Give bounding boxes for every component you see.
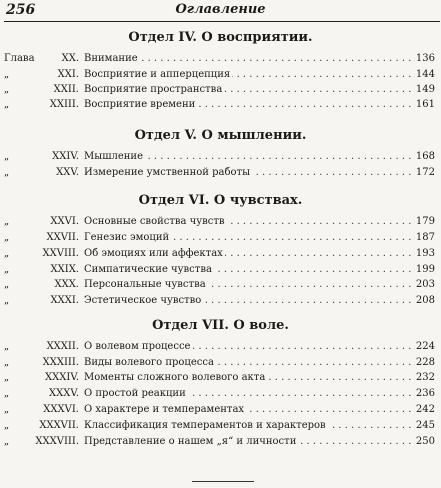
page-reference: 199 [415,264,435,275]
page-reference: 245 [415,420,435,431]
chapter-title: Моменты сложного волевого акта [84,372,266,383]
entry-prefix: „ [4,436,10,447]
toc-entry [0,371,441,385]
chapter-number: XXXIII. [42,357,79,368]
entry-prefix: „ [4,232,10,243]
toc-entry [0,419,441,433]
page-number: 256 [6,2,36,18]
page-reference: 228 [415,357,435,368]
chapter-title: Восприятие пространства [84,84,223,95]
running-title: Оглавление [175,2,266,17]
dot-leader [84,150,413,164]
dot-leader [84,166,413,180]
dot-leader [84,278,413,292]
chapter-number: XXV. [56,167,79,178]
page-reference: 250 [415,436,435,447]
toc-entry [0,435,441,449]
entry-prefix: „ [4,341,10,352]
chapter-title: Измерение умственной работы [84,167,251,178]
toc-entry [0,68,441,82]
dot-leader [84,294,413,308]
dot-leader [84,52,413,66]
chapter-title: О характере и темпераментах [84,404,245,415]
chapter-title: Классификация темпераментов и характеров [84,420,326,431]
section-heading: Отдел VI. О чувствах. [138,193,303,208]
chapter-number: XXXII. [46,341,79,352]
chapter-number: XX. [61,53,79,64]
page-reference: 172 [415,167,435,178]
entry-prefix: „ [4,84,10,95]
toc-entry [0,387,441,401]
dot-leader [84,387,413,401]
toc-entry [0,294,441,308]
page-reference: 168 [415,151,435,162]
chapter-title: Восприятие времени [84,99,196,110]
chapter-title: Основные свойства чувств [84,216,225,227]
page-reference: 236 [415,388,435,399]
chapter-title: Симпатические чувства [84,264,212,275]
entry-prefix: „ [4,420,10,431]
chapter-number: XXXVIII. [35,436,79,447]
page-reference: 144 [415,69,435,80]
dot-leader [84,403,413,417]
entry-prefix: „ [4,248,10,259]
chapter-title: Представление о нашем „я“ и личности [84,436,297,447]
entry-prefix: „ [4,264,10,275]
chapter-title: Генезис эмоций [84,232,170,243]
chapter-number: XXXVII. [39,420,79,431]
page-reference: 179 [415,216,435,227]
chapter-number: XXVIII. [42,248,79,259]
dot-leader [84,340,413,354]
chapter-number: XXXI. [50,295,79,306]
chapter-title: Внимание [84,53,138,64]
chapter-title: Восприятие и апперцепция [84,69,231,80]
chapter-title: О простой реакции [84,388,186,399]
page-reference: 193 [415,248,435,259]
page-reference: 136 [415,53,435,64]
chapter-title: Персональные чувства [84,279,206,290]
chapter-title: Эстетическое чувство [84,295,202,306]
entry-prefix: „ [4,99,10,110]
dot-leader [84,83,413,97]
entry-prefix: „ [4,167,10,178]
dot-leader [84,215,413,229]
footer-rule [192,481,254,482]
entry-prefix: Глава [4,53,35,64]
chapter-title: О волевом процессе [84,341,191,352]
entry-prefix: „ [4,216,10,227]
toc-entry [0,52,441,66]
page-reference: 232 [415,372,435,383]
chapter-number: XXXIV. [45,372,79,383]
page-reference: 224 [415,341,435,352]
toc-entry [0,166,441,180]
toc-entry [0,263,441,277]
dot-leader [84,419,413,433]
entry-prefix: „ [4,357,10,368]
page-reference: 149 [415,84,435,95]
entry-prefix: „ [4,295,10,306]
page-reference: 242 [415,404,435,415]
chapter-number: XXIV. [52,151,79,162]
chapter-title: Об эмоциях или аффектах [84,248,223,259]
page-reference: 161 [415,99,435,110]
chapter-number: XXVI. [50,216,79,227]
entry-prefix: „ [4,69,10,80]
page-reference: 208 [415,295,435,306]
chapter-number: XXXVI. [43,404,79,415]
chapter-title: Мышление [84,151,144,162]
toc-entry [0,83,441,97]
toc-entry [0,278,441,292]
toc-entry [0,356,441,370]
entry-prefix: „ [4,279,10,290]
section-heading: Отдел VII. О воле. [152,318,289,333]
chapter-number: XXX. [54,279,79,290]
section-heading: Отдел IV. О восприятии. [128,30,313,45]
entry-prefix: „ [4,388,10,399]
chapter-number: XXXV. [48,388,79,399]
chapter-number: XXIII. [49,99,79,110]
page-reference: 203 [415,279,435,290]
chapter-number: XXVII. [46,232,79,243]
section-heading: Отдел V. О мышлении. [134,128,307,143]
toc-entry [0,231,441,245]
chapter-number: XXII. [53,84,79,95]
dot-leader [84,68,413,82]
dot-leader [84,263,413,277]
chapter-number: XXI. [57,69,79,80]
dot-leader [84,435,413,449]
toc-entry [0,403,441,417]
entry-prefix: „ [4,372,10,383]
chapter-title: Виды волевого процесса [84,357,214,368]
entry-prefix: „ [4,404,10,415]
page-header [0,0,441,22]
header-rule [4,21,440,22]
toc-entry [0,340,441,354]
toc-entry [0,98,441,112]
dot-leader [84,371,413,385]
toc-entry [0,215,441,229]
chapter-number: XXIX. [50,264,79,275]
page-reference: 187 [415,232,435,243]
toc-entry [0,247,441,261]
dot-leader [84,231,413,245]
entry-prefix: „ [4,151,10,162]
dot-leader [84,98,413,112]
toc-entry [0,150,441,164]
dot-leader [84,356,413,370]
dot-leader [84,247,413,261]
